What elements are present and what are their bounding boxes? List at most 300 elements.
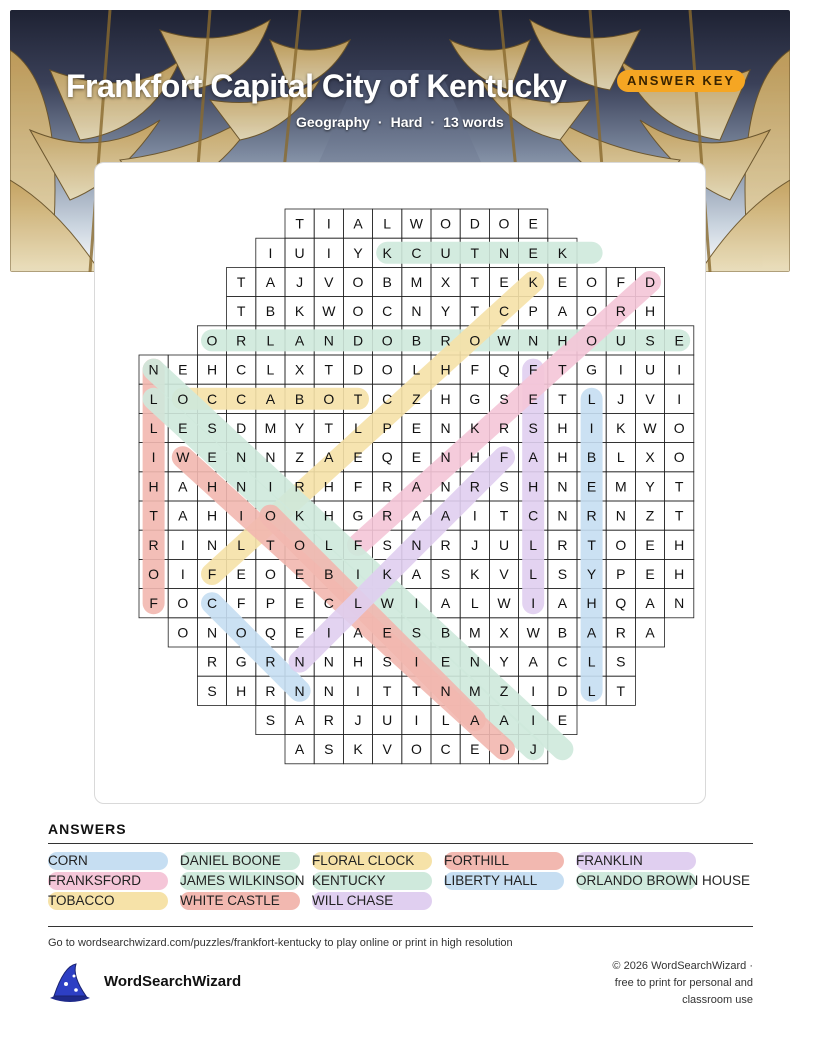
- answer-label: CORN: [48, 853, 88, 868]
- grid-letter: H: [557, 332, 568, 349]
- grid-letter: V: [382, 741, 392, 758]
- grid-letter: W: [526, 624, 540, 641]
- grid-letter: D: [557, 682, 568, 699]
- grid-letter: T: [558, 361, 567, 378]
- grid-letter: U: [644, 361, 656, 378]
- grid-letter: L: [470, 595, 479, 612]
- grid-letter: N: [469, 653, 480, 670]
- wizard-hat-icon: [46, 962, 94, 1006]
- grid-letter: A: [178, 507, 188, 524]
- grid-letter: I: [326, 244, 331, 261]
- grid-letter: J: [296, 274, 304, 290]
- grid-letter: T: [587, 536, 596, 553]
- letter-grid: [95, 163, 707, 805]
- grid-letter: E: [294, 566, 305, 582]
- grid-letter: S: [645, 332, 655, 349]
- grid-letter: C: [440, 741, 451, 758]
- answer-item: [312, 872, 386, 890]
- grid-letter: L: [324, 536, 333, 553]
- grid-letter: F: [528, 361, 538, 378]
- grid-letter: E: [645, 566, 655, 582]
- grid-letter: H: [557, 449, 568, 466]
- grid-letter: N: [236, 449, 247, 466]
- grid-letter: A: [411, 478, 422, 495]
- grid-letter: B: [382, 274, 392, 290]
- grid-letter: I: [326, 215, 331, 232]
- grid-letter: A: [557, 303, 568, 320]
- grid-letter: H: [674, 566, 685, 582]
- grid-letter: M: [614, 478, 627, 495]
- grid-letter: A: [178, 478, 188, 495]
- grid-letter: K: [353, 741, 363, 758]
- answer-item: [180, 892, 280, 910]
- grid-letter: T: [674, 478, 684, 495]
- answer-label: FRANKLIN: [576, 853, 643, 868]
- grid-letter: N: [294, 653, 305, 670]
- grid-letter: C: [498, 303, 510, 320]
- grid-letter: L: [266, 361, 275, 378]
- grid-letter: E: [207, 449, 217, 466]
- grid-letter: S: [382, 536, 392, 553]
- answer-item: [444, 852, 509, 870]
- grid-letter: N: [557, 478, 568, 495]
- grid-letter: A: [411, 566, 422, 582]
- grid-letter: C: [411, 244, 422, 261]
- grid-letter: T: [412, 682, 421, 699]
- grid-letter: B: [586, 449, 597, 466]
- grid-letter: A: [528, 449, 538, 466]
- grid-letter: S: [616, 653, 626, 670]
- grid-letter: P: [528, 303, 538, 320]
- grid-letter: D: [352, 361, 364, 378]
- grid-letter: N: [498, 244, 510, 261]
- grid-letter: H: [557, 420, 568, 436]
- answer-label: FORTHILL: [444, 853, 510, 868]
- grid-letter: L: [529, 566, 538, 582]
- grid-letter: H: [674, 536, 685, 553]
- grid-letter: O: [381, 332, 393, 349]
- grid-letter: R: [557, 536, 568, 553]
- grid-letter: P: [616, 566, 626, 582]
- grid-letter: S: [557, 566, 568, 582]
- answer-label: FRANKSFORD: [48, 873, 142, 888]
- grid-letter: H: [323, 478, 334, 495]
- grid-letter: M: [468, 624, 481, 641]
- grid-letter: D: [236, 420, 247, 436]
- grid-letter: L: [587, 390, 596, 407]
- grid-letter: T: [353, 390, 363, 407]
- grid-letter: A: [353, 215, 363, 232]
- copyright-text: [583, 958, 753, 1009]
- grid-letter: I: [268, 478, 273, 495]
- grid-letter: H: [206, 478, 218, 495]
- grid-letter: V: [645, 390, 655, 407]
- grid-letter: O: [469, 332, 481, 349]
- grid-letter: I: [180, 566, 185, 582]
- grid-letter: U: [440, 244, 451, 261]
- difficulty-label: Hard: [390, 114, 423, 130]
- word-count-label: 13 words: [443, 114, 504, 130]
- grid-letter: L: [354, 595, 362, 612]
- grid-letter: T: [470, 274, 480, 290]
- grid-letter: R: [265, 682, 276, 699]
- grid-letter: E: [411, 449, 422, 466]
- grid-letter: T: [236, 274, 246, 290]
- grid-letter: K: [616, 420, 626, 436]
- answer-item: [180, 872, 305, 890]
- grid-letter: Z: [645, 507, 655, 524]
- grid-letter: D: [644, 274, 656, 290]
- answer-item: [180, 852, 281, 870]
- grid-letter: C: [236, 390, 247, 407]
- grid-letter: G: [352, 507, 364, 524]
- grid-letter: M: [410, 274, 423, 290]
- puzzle-meta: [296, 114, 504, 130]
- grid-letter: S: [265, 712, 276, 728]
- grid-letter: O: [352, 303, 364, 320]
- grid-letter: O: [586, 274, 598, 290]
- grid-letter: Y: [353, 244, 363, 261]
- grid-letter: C: [236, 361, 247, 378]
- grid-letter: F: [207, 566, 217, 582]
- grid-letter: A: [294, 741, 305, 758]
- answer-label: DANIEL BOONE: [180, 853, 281, 868]
- grid-letter: W: [380, 595, 394, 612]
- grid-letter: F: [616, 274, 626, 290]
- answer-label: KENTUCKY: [312, 873, 386, 888]
- grid-letter: V: [499, 566, 509, 582]
- copyright-line: © 2026 WordSearchWizard ·: [612, 960, 753, 972]
- grid-letter: H: [148, 478, 159, 495]
- grid-letter: N: [615, 507, 626, 524]
- grid-letter: Y: [499, 653, 509, 670]
- answer-label: FLORAL CLOCK: [312, 853, 415, 868]
- grid-letter: T: [295, 215, 304, 232]
- grid-letter: P: [265, 595, 276, 612]
- grid-letter: E: [528, 244, 538, 261]
- answer-item: [576, 852, 643, 870]
- grid-letter: T: [266, 536, 275, 553]
- grid-letter: N: [440, 420, 451, 436]
- grid-letter: O: [673, 420, 685, 436]
- grid-letter: U: [498, 536, 510, 553]
- divider: [48, 926, 753, 927]
- grid-letter: N: [528, 332, 539, 349]
- grid-letter: A: [586, 624, 597, 641]
- answer-label: JAMES WILKINSON: [180, 873, 305, 888]
- grid-letter: S: [207, 682, 217, 699]
- grid-letter: Q: [498, 361, 510, 378]
- grid-letter: T: [558, 390, 567, 407]
- grid-letter: N: [323, 682, 334, 699]
- grid-letter: A: [645, 595, 655, 612]
- grid-letter: A: [324, 449, 334, 466]
- grid-letter: E: [470, 741, 480, 758]
- divider: [48, 843, 753, 844]
- grid-letter: M: [264, 420, 277, 436]
- grid-letter: A: [265, 274, 276, 290]
- grid-letter: C: [528, 507, 539, 524]
- grid-letter: H: [586, 595, 597, 612]
- grid-letter: N: [265, 449, 276, 466]
- grid-letter: E: [411, 420, 422, 436]
- grid-letter: E: [528, 390, 538, 407]
- grid-letter: Y: [586, 566, 597, 582]
- grid-letter: R: [440, 332, 451, 349]
- grid-letter: F: [236, 595, 246, 612]
- grid-letter: L: [266, 332, 275, 349]
- grid-letter: O: [410, 741, 422, 758]
- grid-letter: F: [470, 361, 480, 378]
- grid-letter: B: [440, 624, 451, 641]
- answers-heading: ANSWERS: [48, 821, 127, 837]
- grid-letter: X: [294, 361, 305, 378]
- grid-letter: H: [323, 507, 334, 524]
- grid-letter: I: [531, 712, 536, 728]
- grid-letter: J: [354, 712, 362, 728]
- grid-letter: N: [206, 624, 218, 641]
- grid-letter: L: [383, 215, 392, 232]
- grid-letter: I: [414, 712, 419, 728]
- grid-letter: E: [178, 420, 188, 436]
- grid-letter: L: [237, 536, 246, 553]
- grid-letter: N: [323, 653, 334, 670]
- grid-letter: R: [382, 478, 393, 495]
- answer-label: WILL CHASE: [312, 893, 394, 908]
- grid-letter: D: [498, 741, 510, 758]
- grid-letter: B: [557, 624, 568, 641]
- grid-letter: G: [586, 361, 598, 378]
- answer-label: WHITE CASTLE: [180, 893, 280, 908]
- grid-letter: F: [149, 595, 158, 612]
- grid-letter: C: [323, 595, 334, 612]
- answer-item: [312, 852, 414, 870]
- grid-letter: S: [207, 420, 217, 436]
- grid-letter: L: [149, 420, 158, 436]
- grid-letter: Q: [381, 449, 393, 466]
- grid-letter: I: [589, 420, 594, 436]
- grid-letter: W: [176, 449, 190, 466]
- grid-letter: O: [673, 449, 685, 466]
- grid-letter: E: [557, 712, 568, 728]
- grid-letter: M: [468, 682, 481, 699]
- grid-letter: C: [206, 595, 218, 612]
- grid-letter: E: [294, 595, 305, 612]
- grid-letter: J: [529, 741, 537, 758]
- grid-letter: L: [529, 536, 538, 553]
- copyright-line: classroom use: [682, 994, 753, 1006]
- grid-letter: F: [353, 536, 363, 553]
- grid-letter: A: [499, 712, 509, 728]
- grid-letter: E: [645, 536, 655, 553]
- grid-letter: K: [382, 566, 392, 582]
- grid-letter: E: [178, 361, 188, 378]
- grid-letter: C: [206, 390, 218, 407]
- grid-letter: A: [353, 624, 363, 641]
- grid-letter: K: [470, 566, 480, 582]
- grid-letter: I: [414, 595, 419, 612]
- grid-letter: X: [440, 274, 451, 290]
- grid-letter: Y: [440, 303, 451, 320]
- answer-label: ORLANDO BROWN HOUSE: [576, 873, 751, 888]
- grid-letter: T: [236, 303, 246, 320]
- grid-letter: W: [322, 303, 336, 320]
- grid-letter: N: [294, 682, 305, 699]
- grid-letter: N: [206, 536, 218, 553]
- grid-letter: W: [497, 595, 511, 612]
- grid-letter: I: [677, 390, 682, 407]
- grid-letter: E: [499, 274, 509, 290]
- grid-letter: O: [206, 332, 218, 349]
- grid-letter: T: [674, 507, 684, 524]
- grid-letter: I: [531, 682, 536, 699]
- grid-letter: O: [264, 566, 276, 582]
- grid-letter: D: [469, 215, 480, 232]
- grid-letter: O: [294, 536, 306, 553]
- grid-letter: B: [294, 390, 305, 407]
- grid-letter: L: [441, 712, 450, 728]
- grid-letter: F: [499, 449, 509, 466]
- grid-letter: T: [324, 361, 334, 378]
- grid-letter: A: [528, 653, 538, 670]
- grid-letter: E: [294, 624, 305, 641]
- grid-letter: Y: [294, 420, 305, 436]
- grid-letter: T: [499, 507, 509, 524]
- grid-letter: N: [148, 361, 159, 378]
- grid-letter: E: [382, 624, 392, 641]
- grid-letter: Q: [615, 595, 627, 612]
- grid-letter: O: [148, 566, 160, 582]
- grid-letter: S: [499, 478, 509, 495]
- grid-letter: H: [528, 478, 539, 495]
- grid-letter: Z: [295, 449, 304, 466]
- grid-letter: W: [409, 215, 424, 232]
- grid-letter: H: [440, 390, 451, 407]
- grid-letter: I: [472, 507, 477, 524]
- grid-letter: N: [674, 595, 685, 612]
- grid-letter: T: [149, 507, 158, 524]
- grid-letter: U: [382, 712, 393, 728]
- grid-letter: B: [411, 332, 422, 349]
- grid-letter: B: [324, 566, 334, 582]
- grid-letter: T: [324, 420, 334, 436]
- grid-letter: A: [470, 712, 480, 728]
- grid-letter: E: [440, 653, 451, 670]
- grid-letter: O: [177, 595, 189, 612]
- page-title: Frankfort Capital City of Kentucky: [66, 68, 567, 104]
- grid-letter: N: [236, 478, 247, 495]
- grid-letter: G: [469, 390, 481, 407]
- grid-letter: X: [645, 449, 655, 466]
- grid-letter: I: [180, 536, 185, 553]
- grid-letter: S: [440, 566, 451, 582]
- grid-letter: Z: [412, 390, 421, 407]
- grid-letter: H: [352, 653, 364, 670]
- grid-letter: L: [149, 390, 158, 407]
- grid-letter: T: [470, 244, 480, 261]
- grid-letter: L: [616, 449, 625, 466]
- grid-letter: A: [411, 507, 422, 524]
- grid-letter: R: [206, 653, 218, 670]
- grid-letter: L: [412, 361, 421, 378]
- grid-letter: K: [294, 303, 305, 320]
- grid-letter: L: [587, 682, 596, 699]
- grid-letter: H: [469, 449, 480, 466]
- grid-letter: Y: [645, 478, 655, 495]
- grid-letter: S: [499, 390, 509, 407]
- grid-letter: R: [440, 536, 451, 553]
- grid-letter: A: [440, 507, 451, 524]
- grid-letter: A: [440, 595, 451, 612]
- grid-letter: I: [414, 653, 419, 670]
- grid-letter: K: [294, 507, 305, 524]
- grid-letter: O: [498, 215, 510, 232]
- grid-letter: E: [674, 332, 684, 349]
- grid-letter: I: [239, 507, 244, 524]
- grid-letter: I: [618, 361, 623, 378]
- grid-letter: C: [382, 390, 393, 407]
- grid-letter: R: [586, 507, 597, 524]
- grid-letter: T: [382, 682, 392, 699]
- grid-letter: N: [440, 449, 451, 466]
- grid-letter: I: [356, 682, 360, 699]
- grid-letter: O: [586, 332, 598, 349]
- answer-label: LIBERTY HALL: [444, 873, 538, 888]
- grid-letter: E: [557, 274, 568, 290]
- grid-letter: O: [440, 215, 452, 232]
- answer-item: [48, 892, 115, 910]
- grid-letter: R: [615, 624, 626, 641]
- grid-letter: G: [235, 653, 247, 670]
- grid-letter: X: [499, 624, 509, 641]
- grid-letter: E: [353, 449, 363, 466]
- answer-item: [48, 852, 88, 870]
- grid-letter: N: [440, 478, 451, 495]
- grid-letter: L: [587, 653, 596, 670]
- grid-letter: E: [236, 566, 246, 582]
- grid-letter: H: [440, 361, 451, 378]
- grid-letter: O: [177, 624, 189, 641]
- meta-separator: ·: [430, 114, 436, 130]
- grid-letter: J: [471, 536, 479, 553]
- answer-item: [444, 872, 537, 890]
- grid-letter: P: [382, 420, 392, 436]
- grid-letter: I: [151, 449, 156, 466]
- grid-letter: Z: [499, 682, 509, 699]
- category-label: Geography: [296, 114, 370, 130]
- grid-letter: O: [177, 390, 189, 407]
- grid-letter: R: [294, 478, 305, 495]
- grid-letter: C: [557, 653, 568, 670]
- grid-letter: I: [531, 595, 536, 612]
- grid-letter: H: [236, 682, 247, 699]
- grid-letter: N: [440, 682, 451, 699]
- grid-letter: C: [382, 303, 393, 320]
- grid-letter: O: [352, 274, 364, 290]
- grid-letter: R: [323, 712, 334, 728]
- grid-letter: W: [643, 420, 657, 436]
- grid-letter: I: [356, 566, 360, 582]
- puzzle-card: [94, 162, 706, 804]
- grid-letter: I: [326, 624, 331, 641]
- grid-letter: E: [586, 478, 597, 495]
- grid-letter: D: [352, 332, 364, 349]
- grid-letter: H: [206, 361, 218, 378]
- grid-letter: V: [324, 274, 334, 290]
- grid-letter: O: [235, 624, 247, 641]
- grid-letter: R: [382, 507, 393, 524]
- brand-name: WordSearchWizard: [104, 973, 242, 990]
